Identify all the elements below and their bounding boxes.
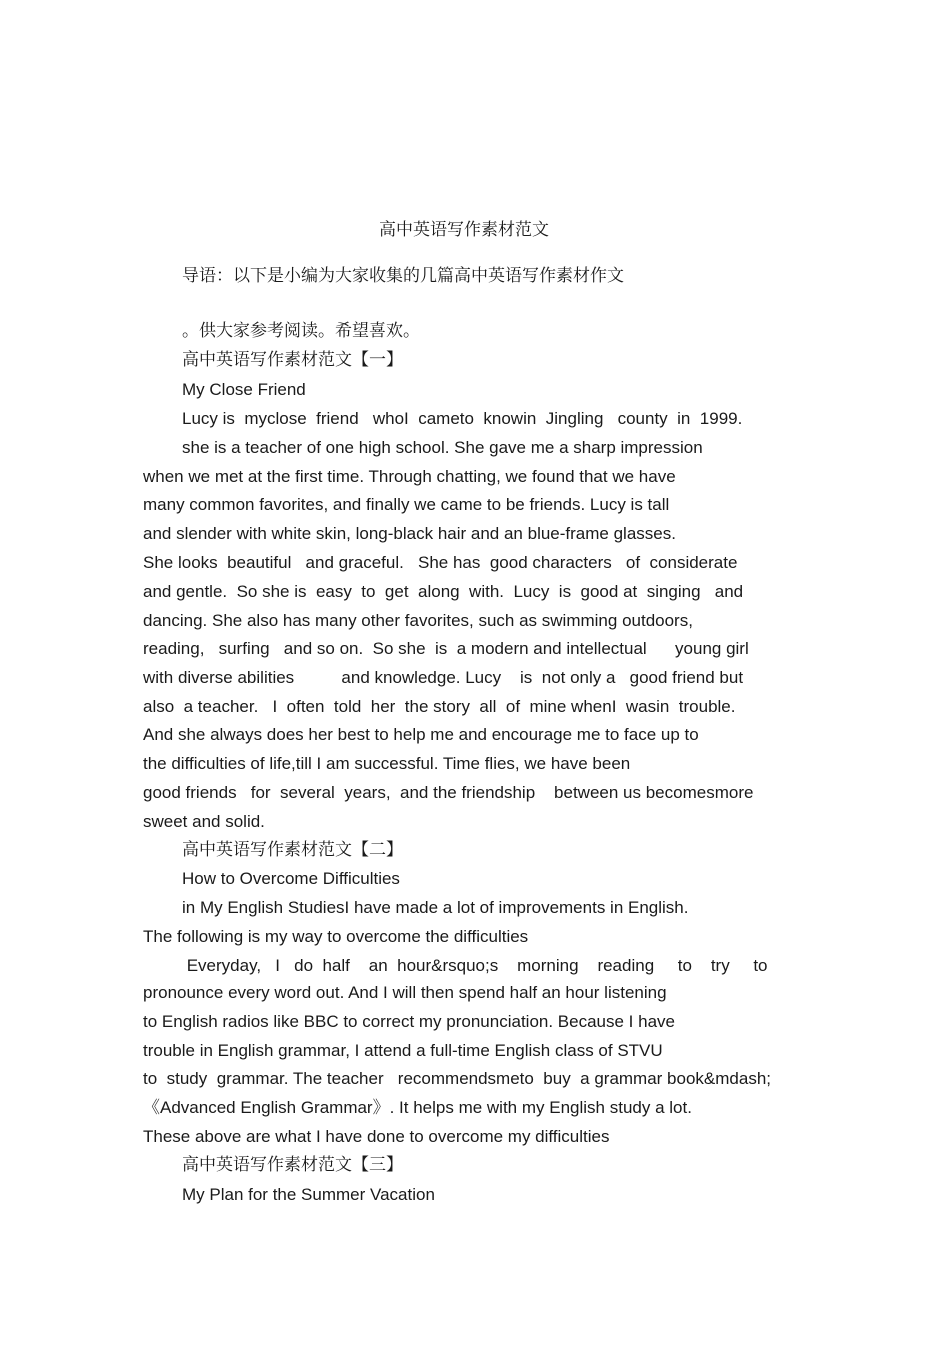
s1-line: when we met at the first time. Through chatting, we found that we have: [143, 467, 676, 486]
s1-line: And she always does her best to help me and encourage me to face up to: [143, 725, 699, 744]
s2-line: These above are what I have done to overcome my difficulties: [143, 1127, 610, 1146]
s1-line: she is a teacher of one high school. She gave me a sharp impression: [182, 438, 703, 457]
s1-line: She looks beautiful and graceful. She has good characters of considerate: [143, 553, 738, 572]
s1-line: dancing. She also has many other favorites, such as swimming outdoors,: [143, 611, 693, 630]
section-2-heading: 高中英语写作素材范文【二】: [182, 840, 403, 860]
s2-line: to English radios like BBC to correct my pronunciation. Because I have: [143, 1012, 675, 1031]
intro-line-2: 。供大家参考阅读。希望喜欢。: [182, 321, 420, 341]
s1-line: and slender with white skin, long-black hair and an blue-frame glasses.: [143, 524, 676, 543]
s1-line: with diverse abilities and knowledge. Lucy is not only a good friend but: [143, 668, 744, 687]
section-1-heading: 高中英语写作素材范文【一】: [182, 350, 403, 370]
s1-line: sweet and solid.: [143, 812, 265, 831]
s2-line: pronounce every word out. And I will then spend half an hour listening: [143, 983, 667, 1002]
s1-line: many common favorites, and finally we came to be friends. Lucy is tall: [143, 495, 670, 514]
s1-line: Lucy is myclose friend whoI cameto knowin Jingling county in 1999.: [182, 409, 743, 428]
s2-line: trouble in English grammar, I attend a full-time English class of STVU: [143, 1041, 663, 1060]
s1-line: good friends for several years, and the friendship between us becomesmore: [143, 783, 754, 802]
s1-line: reading, surfing and so on. So she is a modern and intellectual young girl: [143, 639, 749, 658]
s2-line: 《Advanced English Grammar》. It helps me with my English study a lot.: [143, 1098, 692, 1117]
s1-line: the difficulties of life,till I am successful. Time flies, we have been: [143, 754, 631, 773]
section-2-essay-title: How to Overcome Difficulties: [182, 869, 400, 888]
s1-line: also a teacher. I often told her the story all of mine whenI wasin trouble.: [143, 697, 736, 716]
s2-line: to study grammar. The teacher recommendsmeto buy a grammar book&mdash;: [143, 1069, 772, 1088]
s2-line: in My English StudiesI have made a lot of improvements in English.: [182, 898, 689, 917]
s1-line: and gentle. So she is easy to get along with. Lucy is good at singing and: [143, 582, 744, 601]
section-1-essay-title: My Close Friend: [182, 380, 306, 399]
document-title: 高中英语写作素材范文: [379, 220, 549, 240]
intro-line-1: 导语：以下是小编为大家收集的几篇高中英语写作素材作文: [182, 266, 624, 286]
section-3-essay-title: My Plan for the Summer Vacation: [182, 1185, 435, 1204]
s2-line: Everyday, I do half an hour&rsquo;s morning reading to try to: [182, 956, 768, 975]
section-3-heading: 高中英语写作素材范文【三】: [182, 1155, 403, 1175]
s2-line: The following is my way to overcome the difficulties: [143, 927, 529, 946]
